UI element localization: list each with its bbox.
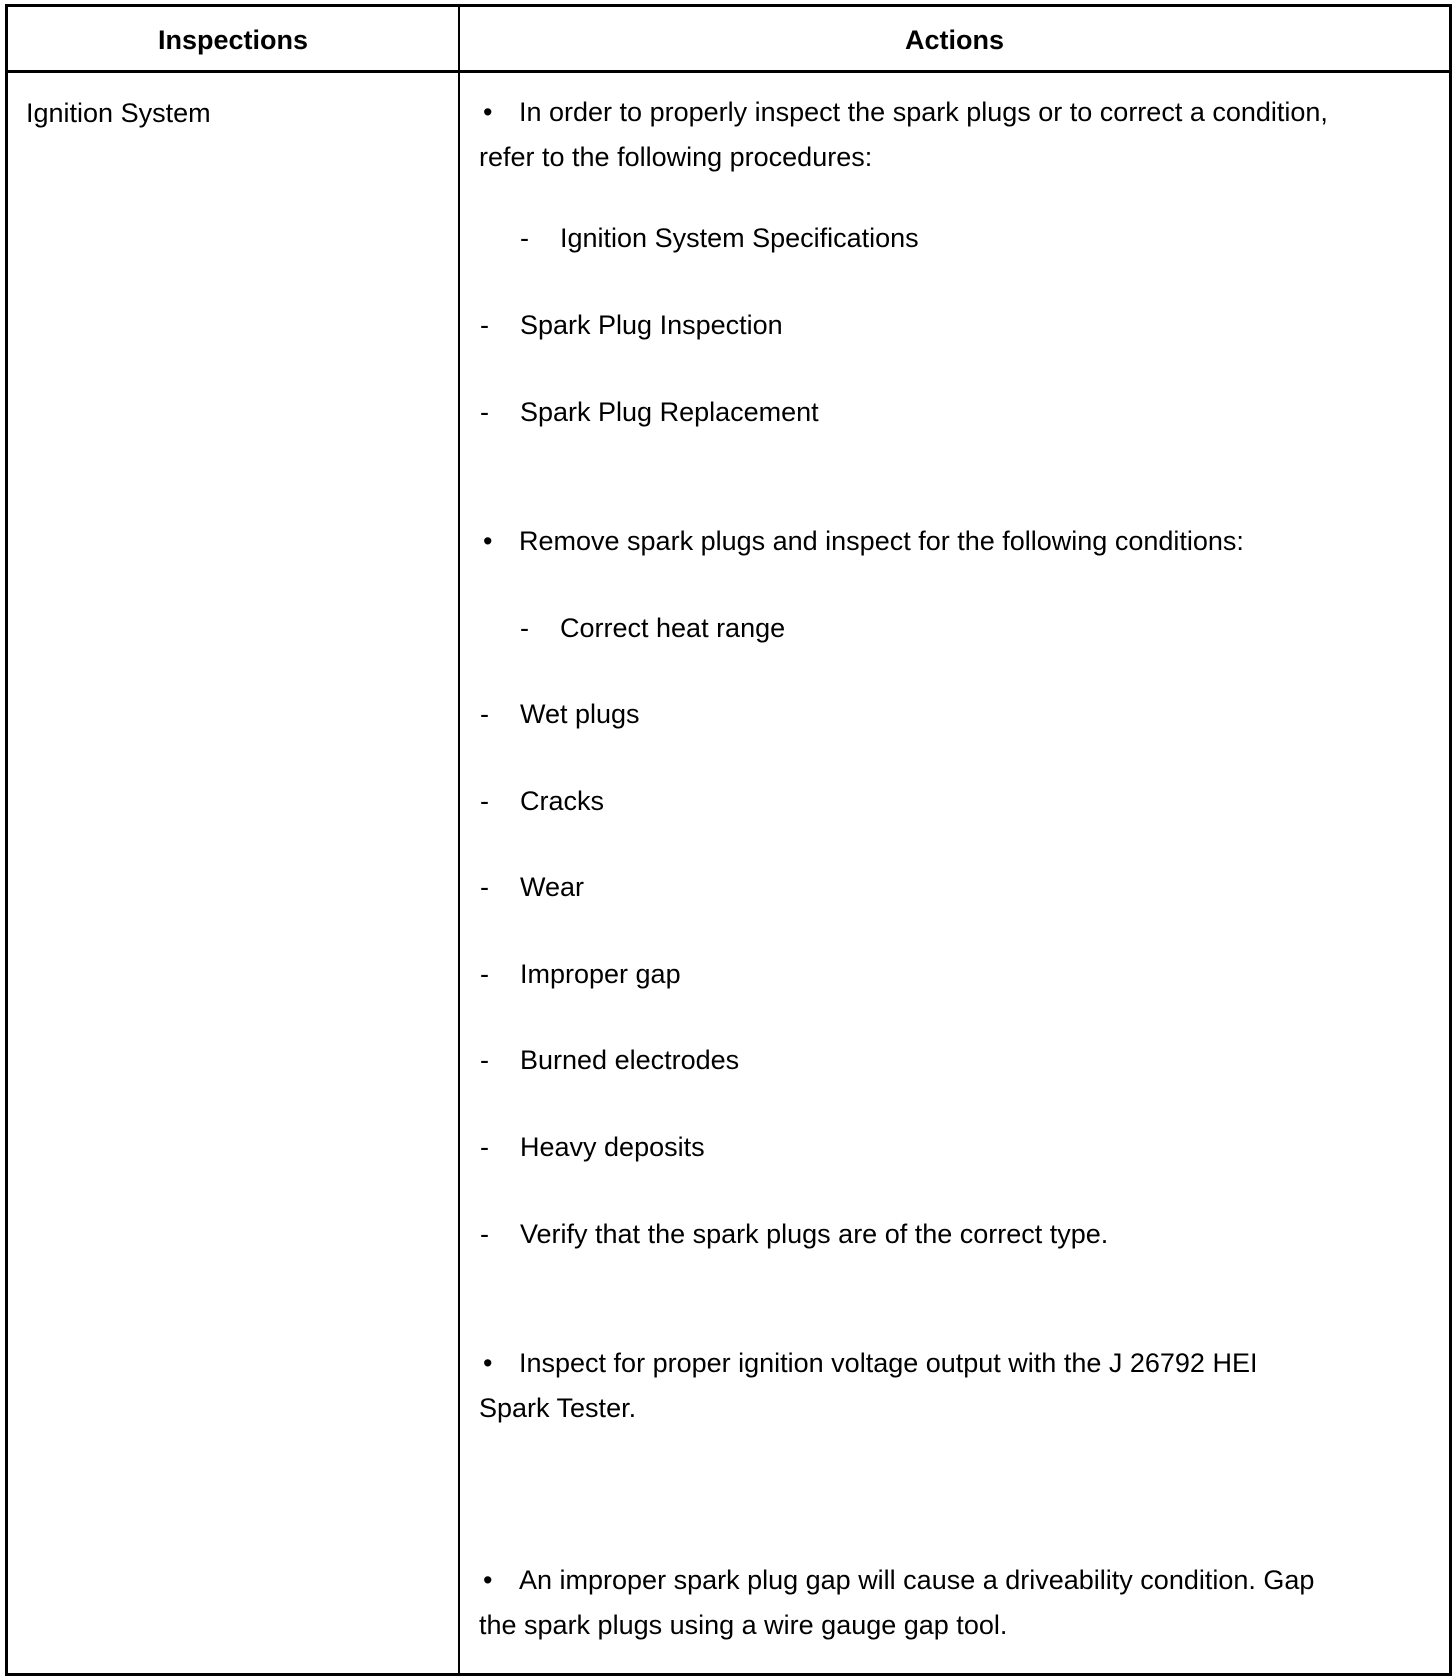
dash-marker: - bbox=[480, 786, 489, 816]
inspection-table bbox=[5, 4, 1452, 1676]
action-4-line-2: the spark plugs using a wire gauge gap tool. bbox=[479, 1610, 1008, 1640]
dash-marker: - bbox=[520, 223, 529, 253]
action-bullet-1 bbox=[479, 90, 1328, 180]
list-item bbox=[480, 390, 819, 435]
action-2-item-4: Wear bbox=[520, 872, 585, 902]
bullet-marker: • bbox=[483, 1348, 493, 1378]
list-item bbox=[480, 1038, 739, 1083]
dash-marker: - bbox=[480, 959, 489, 989]
action-2-item-1: Correct heat range bbox=[560, 613, 786, 643]
dash-marker: - bbox=[480, 1045, 489, 1075]
list-item bbox=[480, 303, 783, 348]
dash-marker: - bbox=[480, 310, 489, 340]
action-2-line-1: Remove spark plugs and inspect for the following conditions: bbox=[519, 526, 1244, 556]
dash-marker: - bbox=[480, 872, 489, 902]
list-item bbox=[480, 779, 604, 824]
action-4-line-1: An improper spark plug gap will cause a driveability condition. Gap bbox=[519, 1565, 1315, 1595]
action-1-item-2: Spark Plug Inspection bbox=[520, 310, 783, 340]
list-item bbox=[520, 216, 919, 261]
list-item bbox=[480, 1125, 705, 1170]
table-header-row bbox=[8, 7, 1449, 73]
header-inspections: Inspections bbox=[157, 25, 309, 55]
column-divider bbox=[458, 7, 460, 1673]
list-item bbox=[480, 952, 681, 997]
list-item bbox=[480, 1212, 1108, 1257]
dash-marker: - bbox=[480, 699, 489, 729]
dash-marker: - bbox=[480, 1219, 489, 1249]
dash-marker: - bbox=[520, 613, 529, 643]
inspection-cell: Ignition System bbox=[26, 98, 211, 128]
action-2-item-3: Cracks bbox=[520, 786, 605, 816]
list-item bbox=[480, 692, 640, 737]
dash-marker: - bbox=[480, 397, 489, 427]
action-1-line-1: In order to properly inspect the spark plugs or to correct a condition, bbox=[519, 97, 1328, 127]
action-2-item-6: Burned electrodes bbox=[520, 1045, 740, 1075]
header-actions: Actions bbox=[904, 25, 1004, 55]
action-1-line-2: refer to the following procedures: bbox=[479, 142, 873, 172]
action-2-item-8: Verify that the spark plugs are of the correct type. bbox=[520, 1219, 1109, 1249]
action-3-line-2: Spark Tester. bbox=[479, 1393, 637, 1423]
action-1-item-1: Ignition System Specifications bbox=[560, 223, 919, 253]
list-item bbox=[520, 606, 785, 651]
action-2-item-7: Heavy deposits bbox=[520, 1132, 705, 1162]
action-1-item-3: Spark Plug Replacement bbox=[520, 397, 819, 427]
action-3-line-1: Inspect for proper ignition voltage output with the J 26792 HEI bbox=[519, 1348, 1258, 1378]
dash-marker: - bbox=[480, 1132, 489, 1162]
action-2-item-2: Wet plugs bbox=[520, 699, 640, 729]
bullet-marker: • bbox=[483, 1565, 493, 1595]
action-bullet-2 bbox=[479, 519, 1244, 564]
action-2-item-5: Improper gap bbox=[520, 959, 681, 989]
bullet-marker: • bbox=[483, 526, 493, 556]
bullet-marker: • bbox=[483, 97, 493, 127]
action-bullet-3 bbox=[479, 1341, 1257, 1431]
list-item bbox=[480, 865, 584, 910]
action-bullet-4 bbox=[479, 1558, 1314, 1648]
